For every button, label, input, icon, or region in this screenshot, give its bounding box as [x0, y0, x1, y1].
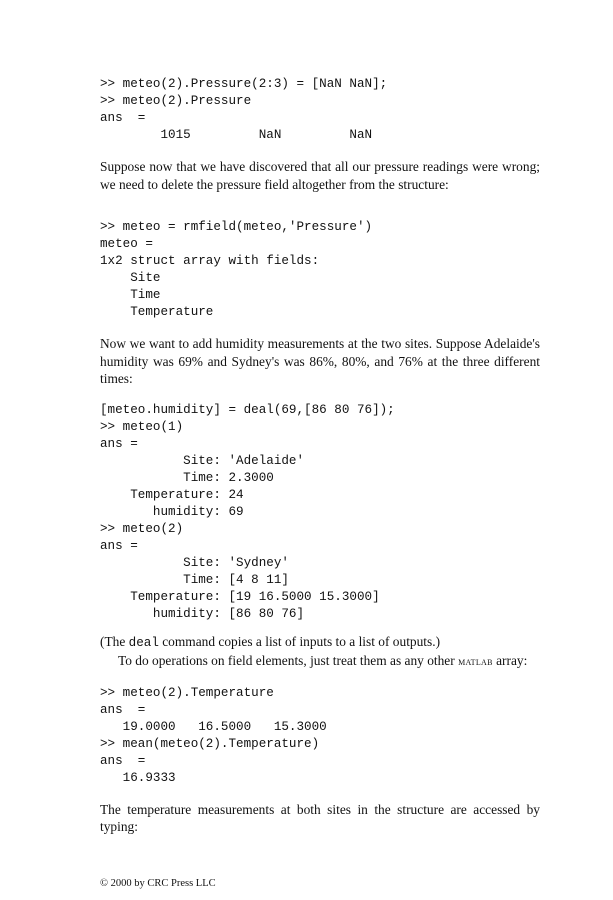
code-line: >> meteo(2).Pressure — [100, 94, 252, 108]
code-line: Site: 'Adelaide' — [100, 453, 305, 468]
code-line: ans = — [100, 436, 138, 451]
code-line: ans = — [100, 702, 146, 717]
code-line: Site — [100, 271, 161, 285]
code-line: >> meteo(1) — [100, 419, 184, 434]
paragraph-field-operations: To do operations on field elements, just treat them as any other matlab array: — [118, 653, 528, 668]
copyright-footer: © 2000 by CRC Press LLC — [100, 878, 216, 889]
code-line: 16.9333 — [100, 770, 176, 785]
code-block-deal-humidity — [100, 402, 540, 623]
code-block-rmfield — [100, 219, 540, 321]
code-line: 1x2 struct array with fields: — [100, 254, 320, 268]
code-line: Time: [4 8 11] — [100, 572, 289, 587]
code-line: >> meteo(2) — [100, 521, 184, 536]
paragraph-temperature-access: The temperature measurements at both sites in the structure are accessed by typing: — [100, 801, 540, 834]
code-line: 1015 NaN NaN — [100, 128, 373, 142]
code-line: Site: 'Sydney' — [100, 555, 289, 570]
paragraph-add-humidity: Now we want to add humidity measurements at the two sites. Suppose Adelaide's humidity was 69% and Sydney's was 86%, 80%, and 76% at the three different times: — [100, 336, 540, 386]
page-body — [100, 76, 540, 836]
code-line: >> meteo = rmfield(meteo,'Pressure') — [100, 220, 373, 234]
code-line: Temperature: [19 16.5000 15.3000] — [100, 589, 380, 604]
inline-code-deal: deal — [128, 635, 159, 650]
matlab-smallcaps: matlab — [458, 654, 493, 668]
code-line: [meteo.humidity] = deal(69,[86 80 76]); — [100, 402, 395, 417]
paragraph-deal-explanation: (The deal command copies a list of inputs to a list of outputs.) — [100, 633, 441, 650]
code-line: >> mean(meteo(2).Temperature) — [100, 736, 320, 751]
code-line: ans = — [100, 538, 138, 553]
code-block-pressure-nan — [100, 76, 540, 144]
code-line: >> meteo(2).Pressure(2:3) = [NaN NaN]; — [100, 77, 388, 91]
code-line: ans = — [100, 111, 146, 125]
code-line: meteo = — [100, 237, 153, 251]
code-line: ans = — [100, 753, 146, 768]
code-line: Time: 2.3000 — [100, 470, 274, 485]
code-line: >> meteo(2).Temperature — [100, 685, 274, 700]
code-line: Temperature: 24 — [100, 487, 244, 502]
code-line: Temperature — [100, 305, 214, 319]
code-line: humidity: [86 80 76] — [100, 606, 305, 621]
code-line: Time — [100, 288, 161, 302]
paragraph-delete-pressure: Suppose now that we have discovered that all our pressure readings were wrong; we need to delete the pressure field altogether from the structure: — [100, 159, 540, 192]
code-line: humidity: 69 — [100, 504, 244, 519]
code-line: 19.0000 16.5000 15.3000 — [100, 719, 327, 734]
code-block-temperature-mean — [100, 685, 540, 787]
